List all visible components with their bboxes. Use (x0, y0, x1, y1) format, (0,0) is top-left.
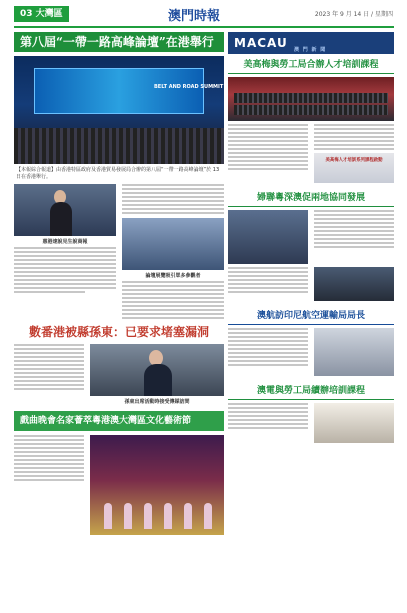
speaker-photo (14, 184, 116, 236)
expo-photo (122, 218, 224, 270)
interview-caption: 孫東出席活動時接受傳媒訪問 (124, 399, 190, 405)
training-banner (314, 153, 394, 183)
banner-label: 美高梅人才培訓系列課程啟動 (325, 158, 383, 163)
opera-body (14, 435, 224, 535)
stage-text: BELT AND ROAD SUMMIT (154, 84, 224, 90)
summit-body (14, 184, 224, 319)
story2-photo (228, 210, 308, 264)
summit-photo (14, 56, 224, 164)
story1-body (228, 124, 394, 183)
loophole-headline: 數番港被縣孫東：已要求堵塞漏洞 (28, 325, 209, 339)
body-text (122, 184, 224, 214)
expo-caption: 論壇展覽吸引眾多參觀者 (145, 273, 201, 279)
opera-text (14, 435, 84, 535)
summit-body-right (122, 184, 224, 319)
macau-title-text: MACAU (234, 36, 288, 50)
interview-photo (90, 344, 224, 396)
story2-photo-2 (314, 267, 394, 301)
story3-body (228, 328, 394, 376)
left-column (14, 32, 224, 535)
story4-photo (314, 403, 394, 443)
story1-photo (228, 77, 394, 121)
dateline: 2023 年 9 月 14 日 / 星期四 (314, 11, 393, 18)
story2-headline: 婦聯粵深澳促兩地協同發展 (228, 187, 394, 207)
loophole-text (14, 344, 84, 407)
header-rule (14, 26, 394, 28)
opera-photo (90, 435, 224, 535)
story3-photo (314, 328, 394, 376)
loophole-body (14, 344, 224, 407)
story4-headline: 澳電與勞工局續辦培訓課程 (228, 380, 394, 400)
story2-body (228, 210, 394, 264)
speaker-body (50, 202, 72, 236)
body-text (122, 281, 224, 319)
macau-subtitle: 澳 門 新 聞 (294, 47, 327, 53)
story2-body-2 (228, 267, 394, 301)
story3-headline: 澳航訪印尼航空運輸局局長 (228, 305, 394, 325)
summit-caption: 【本報綜合報道】由香港特區政府及香港貿易發展局合辦的第八屆“一帶一路高峰論壇”於 13 日在香港舉行。 (16, 167, 220, 180)
body-text (14, 247, 116, 293)
story1-headline: 美高梅與勞工局合辦人才培訓課程 (228, 54, 394, 74)
audience (14, 128, 224, 164)
interview-block (90, 344, 224, 407)
macau-section-title (228, 32, 394, 54)
opera-photo-block (90, 435, 224, 535)
summit-body-left (14, 184, 116, 319)
opera-headline: 戲曲晚會名家薈萃粵港澳大灣區文化藝術節 (14, 411, 224, 431)
stage-screen (34, 68, 204, 114)
section-tag: 03 大灣區 (14, 6, 69, 22)
masthead: 澳門時報 (168, 9, 221, 24)
interviewee-body (144, 364, 172, 396)
right-column (228, 32, 394, 443)
speaker-caption: 惠港速說見生說商報 (42, 239, 88, 245)
story4-body (228, 403, 394, 443)
page-header (0, 0, 407, 30)
summit-headline: 第八屆“一帶一路高峰論壇”在港舉行 (14, 32, 224, 52)
